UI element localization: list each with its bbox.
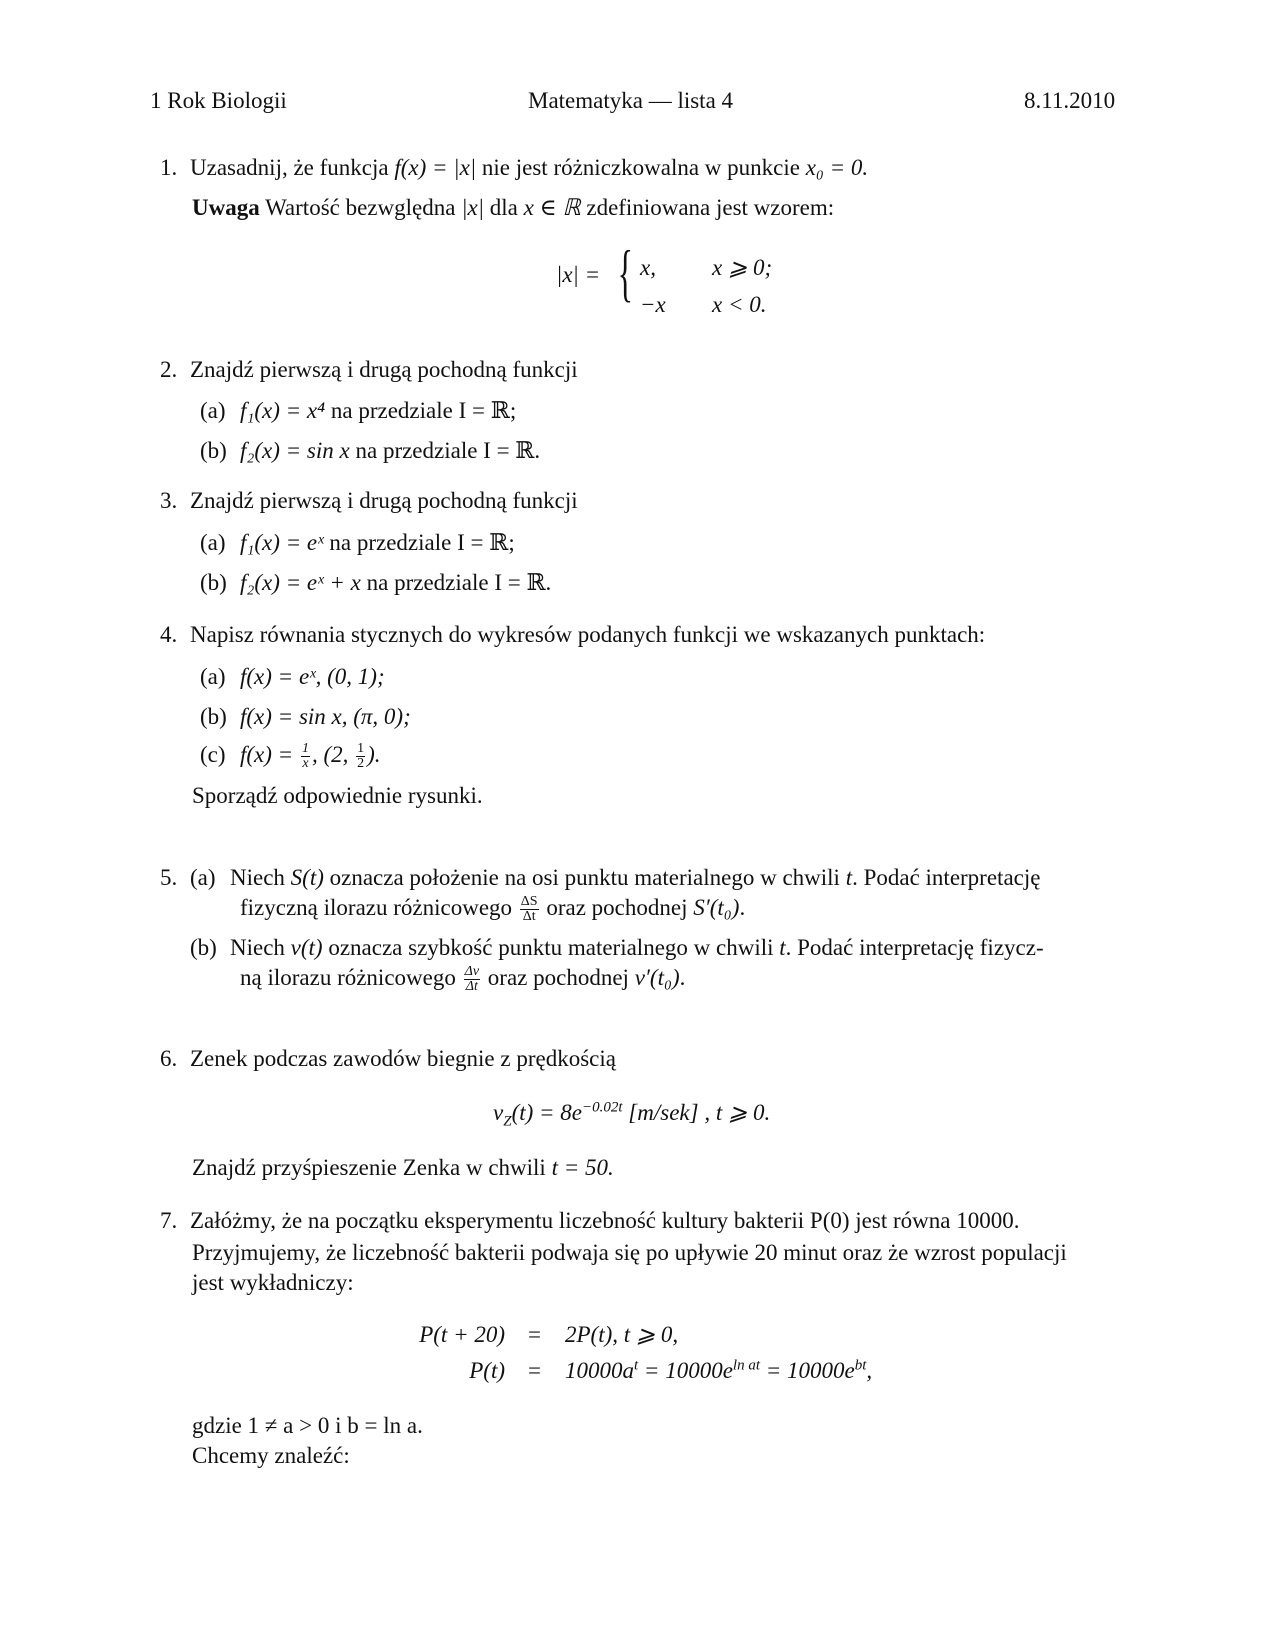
formula: = 10000e — [760, 1358, 855, 1383]
problem-number: 2. — [160, 357, 178, 382]
item-label: (a) — [200, 664, 226, 689]
problem-5-item-a-line2 — [240, 895, 745, 924]
problem-4-footer: Sporządź odpowiednie rysunki. — [192, 783, 483, 808]
item-text: . Podać interpretację fizycz- — [785, 935, 1044, 960]
case-2 — [640, 292, 766, 318]
formula: v′(t₀) — [634, 965, 680, 990]
problem-7-line1 — [160, 1208, 1019, 1234]
fraction — [464, 965, 480, 994]
formula-exponent: −0.02t — [582, 1099, 623, 1116]
item-text: na przedziale I = ℝ. — [360, 570, 552, 595]
header-course: 1 Rok Biologii — [150, 88, 287, 113]
formula-exponent: bt — [854, 1357, 867, 1374]
problem-4-item-a — [200, 664, 385, 690]
note-label: Uwaga — [192, 195, 260, 220]
formula: |x| — [461, 195, 485, 220]
item-text: oraz pochodnej — [482, 965, 635, 990]
item-text: ną ilorazu różnicowego — [240, 965, 462, 990]
formula: S′(t₀) — [693, 895, 740, 920]
item-label: (c) — [200, 742, 226, 767]
problem-text: Uzasadnij, że funkcja — [190, 155, 395, 180]
problem-7-want: Chcemy znaleźć: — [192, 1443, 350, 1468]
formula: ). — [367, 742, 381, 767]
item-text: Niech — [230, 935, 291, 960]
fraction — [301, 742, 310, 771]
case-condition: x < 0. — [712, 292, 767, 317]
formula-exponent: ln at — [732, 1357, 760, 1374]
item-text: oznacza szybkość punktu materialnego w chwili — [322, 935, 780, 960]
problem-4 — [160, 622, 985, 648]
numerator: 1 — [357, 741, 365, 757]
numerator: Δv — [464, 964, 480, 980]
eq1-rhs: 2P(t), t ⩾ 0, — [565, 1322, 679, 1347]
item-label: (a) — [200, 530, 226, 555]
item-text: . — [679, 965, 686, 990]
formula: 10000a — [565, 1358, 634, 1383]
formula: t — [779, 935, 786, 960]
problem-6 — [160, 1046, 616, 1072]
item-text: oraz pochodnej — [540, 895, 694, 920]
item-label: (b) — [190, 935, 217, 960]
header-title: Matematyka — lista 4 — [528, 88, 734, 113]
fraction — [520, 895, 539, 924]
formula: , — [866, 1358, 873, 1383]
formula: x₀ = 0. — [805, 155, 869, 180]
formula: f(x) = eˣ, (0, 1); — [240, 664, 385, 689]
formula: f(x) = |x| — [394, 155, 477, 180]
question-text: Znajdź przyśpieszenie Zenka w chwili — [192, 1155, 552, 1180]
formula: , (2, — [311, 742, 355, 767]
item-text: oznacza położenie na osi punktu materialnego w chwili — [323, 865, 846, 890]
problem-text: nie jest różniczkowalna w punkcie — [476, 155, 806, 180]
left-brace: { — [617, 237, 634, 308]
problem-4-item-c — [200, 742, 381, 771]
case-value: −x — [640, 292, 666, 317]
formula: t = 50. — [551, 1155, 614, 1180]
header-date: 8.11.2010 — [1024, 88, 1116, 113]
problem-number: 6. — [160, 1046, 178, 1071]
problem-number: 5. — [160, 865, 178, 890]
item-text: na przedziale I = ℝ. — [349, 438, 541, 463]
problem-3-item-b — [200, 570, 551, 596]
formula: f(x) = sin x, (π, 0); — [240, 704, 411, 729]
problem-7-line3: jest wykładniczy: — [192, 1270, 354, 1295]
item-label: (b) — [200, 438, 227, 463]
problem-2 — [160, 357, 578, 383]
problem-6-question — [192, 1155, 614, 1181]
abs-value-lhs — [556, 262, 600, 288]
problem-number: 3. — [160, 488, 178, 513]
denominator: x — [302, 756, 309, 772]
denominator: 2 — [357, 756, 365, 772]
item-label: (a) — [200, 398, 226, 423]
formula: [m/sek] , t ⩾ 0. — [622, 1100, 771, 1125]
item-text: na przedziale I = ℝ; — [325, 398, 517, 423]
case-value: x, — [640, 255, 656, 280]
formula: t — [845, 865, 853, 890]
item-label: (b) — [200, 570, 227, 595]
formula: S(t) — [290, 865, 324, 890]
denominator: Δt — [522, 909, 536, 925]
problem-text: Znajdź pierwszą i drugą pochodną funkcji — [190, 488, 578, 513]
note-text: dla — [484, 195, 524, 220]
item-text: . — [739, 895, 746, 920]
problem-1-note — [192, 195, 834, 221]
problem-number: 1. — [160, 155, 178, 180]
problem-4-item-b — [200, 704, 411, 730]
item-text: na przedziale I = ℝ; — [323, 530, 515, 555]
problem-text: Załóżmy, że na początku eksperymentu liczebność kultury bakterii P(0) jest równa 10000. — [190, 1208, 1020, 1233]
formula: x ∈ ℝ — [523, 195, 581, 220]
velocity-formula — [493, 1099, 771, 1130]
item-text: . Podać interpretację — [852, 865, 1041, 890]
problem-number: 4. — [160, 622, 178, 647]
eq2-rhs — [565, 1358, 872, 1384]
formula: v — [493, 1100, 504, 1125]
item-label: (a) — [190, 865, 216, 890]
problem-text: Znajdź pierwszą i drugą pochodną funkcji — [190, 357, 578, 382]
formula-subscript: Z — [503, 1113, 512, 1130]
problem-number: 7. — [160, 1208, 178, 1233]
problem-text: Zenek podczas zawodów biegnie z prędkością — [190, 1046, 616, 1071]
problem-5-item-b-line2 — [240, 965, 685, 994]
fraction — [356, 742, 365, 771]
item-text: fizyczną ilorazu różnicowego — [240, 895, 518, 920]
case-condition: x ⩾ 0; — [712, 255, 773, 280]
item-text: Niech — [230, 865, 291, 890]
formula: = 10000e — [638, 1358, 733, 1383]
numerator: 1 — [301, 741, 309, 757]
formula: f(x) = — [240, 742, 299, 767]
eq2-op: = — [528, 1358, 541, 1383]
formula: f₁(x) = x⁴ — [240, 398, 326, 423]
problem-7-line2: Przyjmujemy, że liczebność bakterii podwaja się po upływie 20 minut oraz że wzrost populacji — [192, 1240, 1067, 1265]
problem-3-item-a — [200, 530, 515, 556]
eq1-op: = — [528, 1322, 541, 1347]
item-label: (b) — [200, 704, 227, 729]
formula: f₂(x) = sin x — [240, 438, 350, 463]
numerator: ΔS — [520, 894, 538, 910]
problem-1 — [160, 155, 868, 181]
formula: (t) = 8e — [511, 1100, 582, 1125]
problem-2-item-b — [200, 438, 540, 464]
eq1-lhs: P(t + 20) — [419, 1322, 505, 1347]
formula: f₁(x) = eˣ — [240, 530, 324, 555]
formula: v(t) — [290, 935, 323, 960]
problem-5-item-b-line1 — [190, 935, 1044, 961]
eq2-lhs: P(t) — [469, 1358, 505, 1383]
problem-5-item-a-line1 — [160, 865, 1040, 891]
denominator: Δt — [465, 979, 478, 995]
problem-2-item-a — [200, 398, 516, 424]
problem-7-where: gdzie 1 ≠ a > 0 i b = ln a. — [192, 1413, 423, 1438]
problem-3 — [160, 488, 578, 514]
note-text: zdefiniowana jest wzorem: — [580, 195, 835, 220]
problem-text: Napisz równania stycznych do wykresów podanych funkcji we wskazanych punktach: — [190, 622, 986, 647]
formula: |x| = — [556, 262, 601, 287]
case-1 — [640, 255, 772, 281]
note-text: Wartość bezwględna — [259, 195, 462, 220]
formula: f₂(x) = eˣ + x — [240, 570, 361, 595]
formula-exponent: t — [634, 1357, 639, 1374]
